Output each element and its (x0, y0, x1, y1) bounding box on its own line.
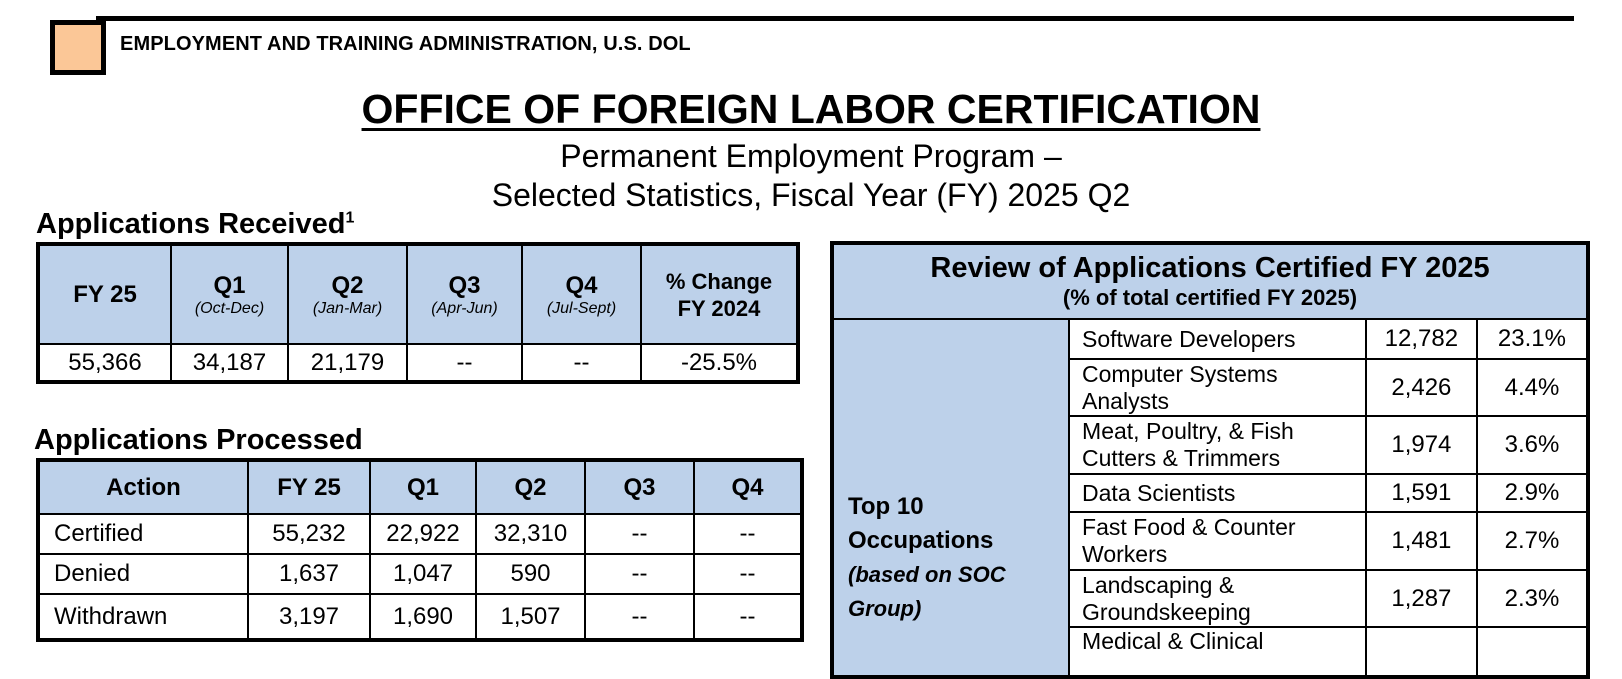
occupation-line2: Groundskeeping (1082, 598, 1251, 625)
processed-q1-cell: 1,690 (370, 594, 476, 640)
occupation-line1: Landscaping & (1082, 571, 1235, 598)
occupation-name (1069, 359, 1366, 416)
received-header-q2 (288, 244, 407, 344)
received-header-q4-sub: (Jul-Sept) (546, 299, 617, 317)
occupation-line2: Workers (1082, 541, 1168, 567)
review-title: Review of Applications Certified FY 2025 (930, 252, 1490, 284)
processed-q3-cell: -- (585, 554, 694, 594)
received-header-pct-line1: % Change (665, 268, 773, 294)
occupation-name (1069, 627, 1366, 677)
received-header-fy (38, 244, 171, 344)
received-title: Applications Received (36, 208, 346, 240)
occupation-count: 1,591 (1366, 474, 1477, 512)
processed-header-q2: Q2 (476, 460, 585, 514)
subtitle-line-1: Permanent Employment Program – (560, 138, 1062, 174)
received-value-q2: 21,179 (288, 344, 407, 382)
table-row (38, 514, 802, 554)
occupation-count: 12,782 (1366, 319, 1477, 359)
top10-label-line2: Occupations (848, 526, 994, 554)
occupation-pct: 23.1% (1477, 319, 1588, 359)
occupation-name (1069, 474, 1366, 512)
processed-fy-cell: 1,637 (248, 554, 370, 594)
processed-action-cell: Withdrawn (38, 594, 248, 640)
subtitle-line-2: Selected Statistics, Fiscal Year (FY) 2025 Q2 (491, 177, 1131, 213)
received-header-q4-label: Q4 (565, 271, 598, 299)
review-subtitle: (% of total certified FY 2025) (1062, 285, 1358, 310)
received-value-pct: -25.5% (641, 344, 798, 382)
occupation-pct: 3.6% (1477, 416, 1588, 474)
office-title-text: OFFICE OF FOREIGN LABOR CERTIFICATION (361, 86, 1261, 132)
occupation-line1: Data Scientists (1082, 479, 1236, 506)
occupation-line1: Meat, Poultry, & Fish (1082, 418, 1294, 444)
occupation-pct (1477, 627, 1588, 677)
processed-header-q1: Q1 (370, 460, 476, 514)
processed-q3-cell: -- (585, 594, 694, 640)
processed-fy-cell: 55,232 (248, 514, 370, 554)
processed-fy-cell: 3,197 (248, 594, 370, 640)
top-rule (96, 16, 1574, 21)
occupation-count: 2,426 (1366, 359, 1477, 416)
received-header-q4 (522, 244, 641, 344)
occupation-count (1366, 627, 1477, 677)
occupation-count: 1,974 (1366, 416, 1477, 474)
table-row (832, 319, 1588, 359)
received-header-q3 (407, 244, 522, 344)
table-row (38, 554, 802, 594)
processed-q1-cell: 1,047 (370, 554, 476, 594)
occupation-name (1069, 319, 1366, 359)
received-header-fy-label: FY 25 (73, 280, 137, 308)
processed-action-cell: Denied (38, 554, 248, 594)
processed-q1-cell: 22,922 (370, 514, 476, 554)
occupation-line2: Cutters & Trimmers (1082, 445, 1281, 471)
occupation-pct: 2.3% (1477, 570, 1588, 627)
occupation-line1: Medical & Clinical (1082, 628, 1264, 654)
review-header (832, 243, 1588, 319)
occupation-line1: Computer Systems (1082, 360, 1278, 387)
occupation-pct: 4.4% (1477, 359, 1588, 416)
received-footnote: 1 (345, 209, 355, 227)
received-value-q4: -- (522, 344, 641, 382)
processed-q4-cell: -- (694, 514, 802, 554)
received-header-q1 (171, 244, 288, 344)
review-table (830, 241, 1590, 679)
received-value-fy: 55,366 (38, 344, 171, 382)
received-table (36, 242, 800, 384)
received-header-q3-sub: (Apr-Jun) (431, 299, 498, 317)
occupation-line2: Analysts (1082, 387, 1169, 414)
occupation-count: 1,287 (1366, 570, 1477, 627)
top10-label-line4: Group) (848, 595, 922, 621)
occupation-name (1069, 416, 1366, 474)
processed-q4-cell: -- (694, 594, 802, 640)
processed-header-fy: FY 25 (248, 460, 370, 514)
received-header-q1-sub: (Oct-Dec) (194, 299, 265, 317)
occupation-count: 1,481 (1366, 512, 1477, 570)
received-value-q3: -- (407, 344, 522, 382)
processed-q2-cell: 1,507 (476, 594, 585, 640)
received-header-pct-line2: FY 2024 (677, 295, 761, 321)
processed-header-q4: Q4 (694, 460, 802, 514)
processed-q2-cell: 32,310 (476, 514, 585, 554)
received-header-q2-label: Q2 (331, 271, 364, 299)
top10-group-label (832, 319, 1069, 677)
processed-header-q3: Q3 (585, 460, 694, 514)
top10-label-line3: (based on SOC (848, 561, 1006, 587)
occupation-line1: Software Developers (1082, 325, 1296, 352)
agency-logo-box (50, 20, 106, 75)
occupation-pct: 2.7% (1477, 512, 1588, 570)
table-row (38, 594, 802, 640)
processed-q2-cell: 590 (476, 554, 585, 594)
received-value-q1: 34,187 (171, 344, 288, 382)
top10-label-line1: Top 10 (848, 492, 924, 520)
agency-name: EMPLOYMENT AND TRAINING ADMINISTRATION, U.S. DOL (120, 33, 691, 55)
occupation-name (1069, 570, 1366, 627)
received-header-q2-sub: (Jan-Mar) (312, 299, 383, 317)
processed-action-cell: Certified (38, 514, 248, 554)
processed-header-action: Action (38, 460, 248, 514)
processed-q4-cell: -- (694, 554, 802, 594)
received-header-q3-label: Q3 (448, 271, 481, 299)
received-header-q1-label: Q1 (213, 271, 246, 299)
received-heading (36, 208, 354, 241)
occupation-name (1069, 512, 1366, 570)
office-title (0, 86, 1622, 133)
processed-table (36, 458, 804, 642)
occupation-pct: 2.9% (1477, 474, 1588, 512)
processed-heading: Applications Processed (34, 424, 363, 456)
occupation-line1: Fast Food & Counter (1082, 514, 1296, 540)
processed-q3-cell: -- (585, 514, 694, 554)
received-header-pct (641, 244, 798, 344)
